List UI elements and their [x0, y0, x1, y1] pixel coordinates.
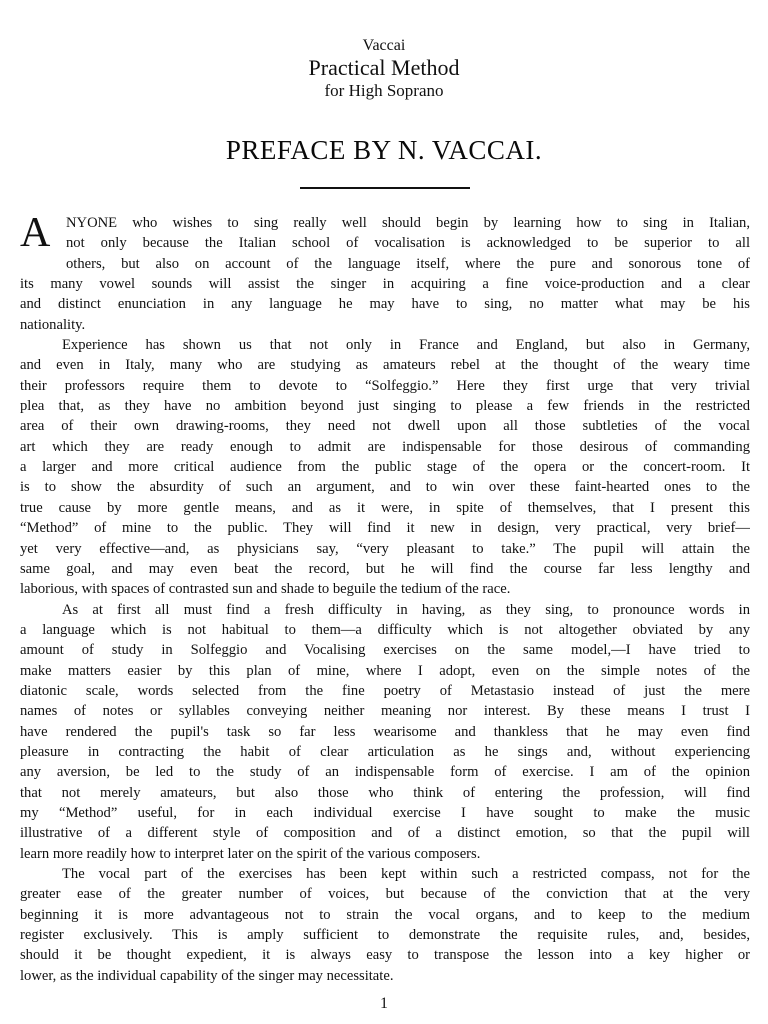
text-line: area of their own drawing-rooms, they need not dwell upon all those subtleties of the vocal: [20, 418, 750, 435]
text-line: beginning it is more advantageous not to strain the vocal organs, and to keep to the medium: [20, 906, 750, 923]
text-line: yet very effective—and, as physicians say, “very pleasant to take.” The pupil will attain the: [20, 540, 750, 557]
text-line: nationality.: [20, 316, 86, 333]
text-line: is to show the absurdity of such an argument, and to win over these faint-hearted ones to the: [20, 479, 750, 496]
text-line: not only because the Italian school of vocalisation is acknowledged to be superior to all: [66, 235, 750, 252]
title-block: [0, 36, 768, 101]
text-line: plea that, as they have no ambition beyond just singing to please a few friends in the restricted: [20, 398, 750, 415]
text-line: and distinct enunciation in any language he may have to sing, no matter what may be his: [20, 296, 750, 313]
text-line: names of notes or syllables conveying neither meaning nor interest. By these means I trust I: [20, 703, 750, 720]
work-title: Practical Method: [308, 55, 460, 80]
text-line: others, but also on account of the language itself, where the pure and sonorous tone of: [66, 255, 750, 272]
preface-heading: PREFACE BY N. VACCAI.: [225, 135, 543, 165]
text-line: “Method” of mine to the public. They will find it new in design, very practical, very brief—: [20, 520, 750, 537]
text-line: make matters easier by this plan of mine, where I adopt, even on the simple notes of the: [20, 662, 750, 679]
text-line: NYONE who wishes to sing really well should begin by learning how to sing in Italian,: [66, 215, 750, 231]
composer-name: Vaccai: [362, 37, 406, 54]
text-line: learn more readily how to interpret later on the spirit of the various composers.: [20, 845, 481, 862]
text-line: that not merely amateurs, but also those who think of entering the profession, will find: [20, 784, 750, 801]
page-number: 1: [380, 995, 388, 1012]
text-line: and even in Italy, many who are studying as amateurs rebel at the thought of the weary time: [20, 357, 750, 374]
text-line: their professors require them to devote to “Solfeggio.” Here they first urge that very trivial: [20, 377, 750, 394]
text-line: same goal, and may even beat the record, but he will find the course far less lengthy and: [20, 560, 750, 577]
text-line: Experience has shown us that not only in France and England, but also in Germany,: [62, 337, 750, 354]
text-line: register exclusively. This is amply sufficient to demonstrate the requisite rules, and, besides,: [20, 927, 750, 944]
text-line: a language which is not habitual to them—a difficulty which is not altogether obviated by any: [20, 621, 750, 638]
text-line: should it be thought expedient, it is always easy to transpose the lesson into a key higher or: [20, 947, 750, 964]
text-line: a larger and more critical audience from the public stage of the opera or the concert-room. It: [20, 459, 750, 476]
work-subtitle: for High Soprano: [324, 81, 444, 100]
text-line: its many vowel sounds will assist the singer in acquiring a fine voice-production and a clear: [20, 276, 750, 293]
drop-cap: A: [20, 210, 51, 256]
text-line: As at first all must find a fresh difficulty in having, as they sing, to pronounce words in: [62, 601, 750, 618]
text-line: my “Method” useful, for in each individual exercise I have sought to make the music: [20, 804, 750, 821]
text-line: The vocal part of the exercises has been kept within such a restricted compass, not for the: [62, 866, 750, 882]
text-line: greater ease of the greater number of voices, but because of the conviction that at the very: [20, 886, 750, 903]
title-rule: [300, 187, 470, 189]
text-line: have rendered the pupil's task so far less wearisome and thankless that he may even find: [20, 723, 750, 740]
text-line: pleasure in contracting the habit of clear articulation as he sings and, without experiencing: [20, 743, 750, 760]
text-line: true cause by more gentle means, and as it were, in spite of themselves, that I present this: [20, 499, 750, 516]
text-line: laborious, with spaces of contrasted sun and shade to beguile the tedium of the race.: [20, 581, 511, 598]
text-line: amount of study in Solfeggio and Vocalising exercises on the same model,—I have tried to: [20, 642, 750, 659]
text-line: any aversion, be led to the study of an indispensable form of exercise. I am of the opinion: [20, 764, 750, 781]
text-line: art which they are ready enough to admit are indispensable for those desirous of commanding: [20, 438, 750, 455]
text-line: illustrative of a different style of composition and of a distinct emotion, so that the pupil will: [20, 825, 750, 842]
preface-body: [20, 210, 750, 986]
text-line: lower, as the individual capability of the singer may necessitate.: [20, 967, 394, 984]
text-line: diatonic scale, words selected from the fine poetry of Metastasio instead of just the mere: [20, 682, 750, 699]
